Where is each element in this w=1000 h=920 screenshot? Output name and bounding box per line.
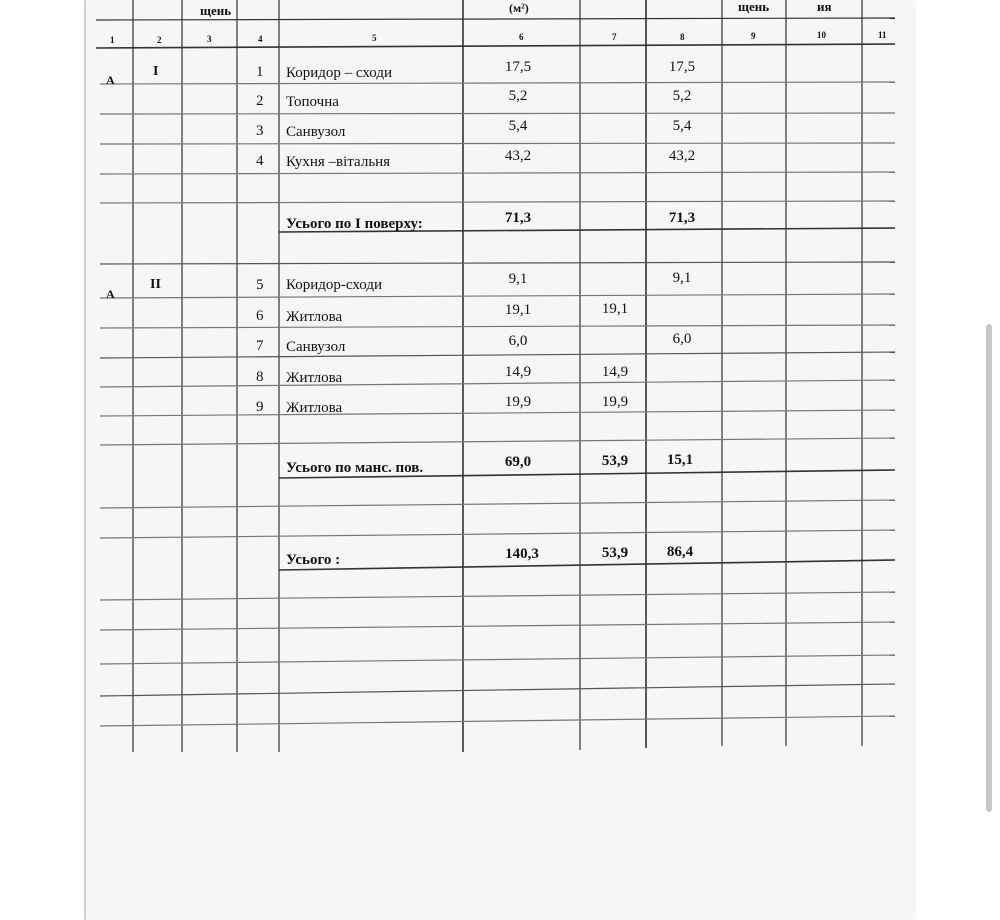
column-number: 8 <box>680 32 685 42</box>
column-number: 10 <box>817 30 826 40</box>
column-number: 11 <box>878 30 887 40</box>
cell-aux-area: 5,4 <box>672 118 692 134</box>
cell-living-area: 19,9 <box>601 394 629 410</box>
scrollbar-thumb[interactable] <box>986 324 992 812</box>
cell-room-no: 9 <box>256 399 264 415</box>
column-number: 4 <box>258 34 263 44</box>
cell-room-name: Житлова <box>286 400 343 416</box>
cell-litera: А <box>106 287 115 301</box>
cell-room-no: 5 <box>256 277 264 293</box>
cell-total-area: 9,1 <box>508 271 528 287</box>
column-number: 6 <box>519 32 524 42</box>
header-col10-fragment: ия <box>817 0 832 14</box>
cell-total-area: 17,5 <box>504 59 532 75</box>
cell-room-name: Коридор – сходи <box>286 65 393 81</box>
cell-floor: I <box>153 64 159 79</box>
subtotal-floor1-label: Усього по І поверху: <box>286 216 423 232</box>
cell-litera: А <box>106 73 115 87</box>
cell-total-area: 5,4 <box>508 118 528 134</box>
cell-room-no: 7 <box>256 338 264 354</box>
column-number: 9 <box>751 31 756 41</box>
subtotal-attic-total: 69,0 <box>504 454 532 470</box>
subtotal-floor1-total: 71,3 <box>504 210 532 226</box>
cell-room-name: Житлова <box>286 370 343 386</box>
cell-room-name: Санвузол <box>286 124 346 140</box>
cell-aux-area: 5,2 <box>672 88 692 104</box>
cell-aux-area: 9,1 <box>672 270 692 286</box>
cell-living-area: 19,1 <box>601 301 629 317</box>
cell-room-name: Житлова <box>286 309 343 325</box>
cell-room-name: Санвузол <box>286 339 346 355</box>
cell-room-no: 2 <box>256 93 264 109</box>
cell-aux-area: 43,2 <box>668 148 696 164</box>
cell-floor: II <box>150 277 161 292</box>
cell-living-area: 14,9 <box>601 364 629 380</box>
cell-total-area: 5,2 <box>508 88 528 104</box>
header-col3-fragment: щень <box>200 3 232 18</box>
cell-room-name: Топочна <box>286 94 339 110</box>
header-col6-unit: (м²) <box>509 1 529 15</box>
header-col9-fragment: щень <box>738 0 770 14</box>
column-number: 3 <box>207 34 212 44</box>
cell-aux-area: 6,0 <box>672 331 692 347</box>
cell-room-name: Коридор-сходи <box>286 277 383 293</box>
cell-total-area: 14,9 <box>504 364 532 380</box>
subtotal-attic-label: Усього по манс. пов. <box>286 460 424 476</box>
cell-aux-area: 17,5 <box>668 59 696 75</box>
cell-total-area: 6,0 <box>508 333 528 349</box>
cell-total-area: 19,1 <box>504 302 532 318</box>
cell-room-no: 3 <box>256 123 264 139</box>
grand-total-label: Усього : <box>286 552 341 568</box>
subtotal-attic-living: 53,9 <box>601 453 629 469</box>
cell-room-no: 8 <box>256 369 264 385</box>
cell-room-no: 4 <box>256 153 264 169</box>
column-number: 7 <box>612 32 617 42</box>
subtotal-attic-aux: 15,1 <box>666 452 694 468</box>
column-number: 1 <box>110 35 115 45</box>
grand-total-aux: 86,4 <box>666 544 694 560</box>
subtotal-floor1-aux: 71,3 <box>668 210 696 226</box>
cell-room-no: 1 <box>256 64 264 80</box>
grand-total-living: 53,9 <box>601 545 629 561</box>
cell-room-no: 6 <box>256 308 264 324</box>
column-number: 2 <box>157 35 162 45</box>
cell-total-area: 43,2 <box>504 148 532 164</box>
cell-room-name: Кухня –вітальня <box>286 154 391 170</box>
column-number: 5 <box>372 33 377 43</box>
cell-total-area: 19,9 <box>504 394 532 410</box>
grand-total-area: 140,3 <box>505 546 539 562</box>
